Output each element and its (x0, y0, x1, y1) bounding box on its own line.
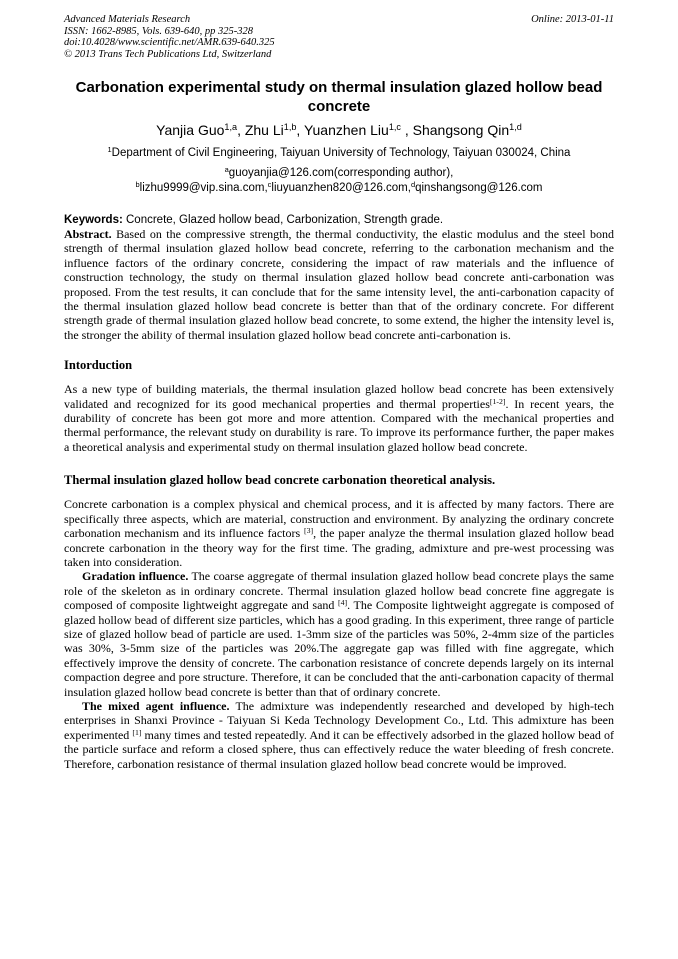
admixture-paragraph (64, 699, 614, 771)
keywords-label: Keywords: (64, 214, 123, 226)
paragraph-text: As a new type of building materials, the thermal insulation glazed hollow bead concrete has been extensively validated and recognized for its good mechanical properties and thermal properties (64, 382, 614, 411)
author-name: Yanjia Guo (156, 122, 225, 138)
section-heading-introduction: Intorduction (64, 358, 133, 373)
email-d[interactable]: qinshangsong@126.com (415, 182, 543, 194)
abstract-text: Based on the compressive strength, the thermal conductivity, the elastic modulus and the steel bond strength of thermal insulation glazed hollow bead concrete, referring to the carbonation mechanism and the influence factors of the ordinary concrete, considering the impact of raw materials and the influence of construction technology, the study on thermal insulation glazed hollow bead concrete anti-carbonation was proposed. From the test results, it can conclude that for the same intensity level, the anti-carbonation capacity of the thermal insulation glazed hollow bead concrete is better than that of the ordinary concrete. For different strength grade of thermal insulation glazed hollow bead concrete, to some extend, the higher the intensity level is, the stronger the ability of thermal insulation glazed hollow bead concrete anti-carbonation is. (64, 227, 614, 342)
gradation-paragraph (64, 569, 614, 699)
author-emails (64, 166, 614, 196)
email-sup: c (267, 180, 272, 190)
author-affil-sup: 1,a (224, 122, 238, 133)
paragraph-text: , the paper analyze the thermal insulation glazed hollow bead concrete carbonation in the theory way for the first time. The grading, admixture and pre-west processing was taken into consideration. (64, 526, 615, 569)
author-affil-sup: 1,c (388, 122, 401, 133)
citation-ref[interactable]: [1] (132, 727, 142, 737)
doi-line[interactable]: doi:10.4028/www.scientific.net/AMR.639-640.325 (64, 37, 275, 48)
paragraph-text: The admixture was independently researched and developed by high-tech enterprises in Shanxi Province - Taiyuan Si Keda Technology Development Co., Ltd. This admixture has been experimented (64, 698, 614, 742)
keywords (64, 213, 614, 227)
keywords-text: Concrete, Glazed hollow bead, Carbonization, Strength grade. (126, 214, 444, 226)
theory-paragraph-1 (64, 497, 614, 569)
affiliation-sup: 1 (107, 145, 112, 155)
email-sup: b (135, 180, 140, 190)
author-separator: , (237, 122, 245, 138)
affiliation (64, 146, 614, 160)
citation-ref[interactable]: [4] (338, 598, 348, 608)
author-affil-sup: 1,d (509, 122, 522, 133)
paragraph-text: Concrete carbonation is a complex physical and chemical process, and it is affected by many factors. There are specifically three aspects, which are material, construction and environment. By analyzing the ordinary concrete carbonation mechanism and its influence factors (64, 497, 614, 541)
copyright-line: © 2013 Trans Tech Publications Ltd, Switzerland (64, 48, 272, 60)
author-name: Shangsong Qin (412, 122, 510, 138)
email-b[interactable]: lizhu9999@vip.sina.com, (139, 182, 268, 194)
author-list (64, 120, 614, 140)
paragraph-text: The coarse aggregate of thermal insulation glazed hollow bead concrete plays the same role of the skeleton as in ordinary concrete. Thermal insulation glazed hollow bead concrete fine aggregate is composed of composite lightweight aggregate and sand (64, 569, 614, 613)
abstract-label: Abstract. (64, 227, 112, 241)
abstract (64, 227, 614, 342)
author-affil-sup: 1,b (283, 122, 297, 133)
paper-title: Carbonation experimental study on thermal insulation glazed hollow bead concrete (75, 79, 603, 115)
gradation-label: Gradation influence. (82, 569, 189, 584)
paragraph-text: . The Composite lightweight aggregate is composed of glazed hollow bead of different size particles, which has a good grading. In this experiment, three range of particle size of glazed hollow bead of particle are used. 1-3mm size of the particles was 50%, 2-4mm size of the particles was 30%, 3-5mm size of the particles was 20%.The aggregate gap was filled with fine aggregate, which effectively improve the density of concrete. The carbonation resistance of concrete depends largely on its internal compaction degree and pore structure. Therefore, it can be concluded that the anti-carbonation capacity of thermal insulation glazed hollow bead concrete is better than that of ordinary concrete. (64, 598, 614, 699)
citation-ref[interactable]: [1-2] (489, 396, 506, 406)
citation-ref[interactable]: [3] (303, 526, 314, 536)
section-heading-theory: Thermal insulation glazed hollow bead concrete carbonation theoretical analysis. (64, 473, 496, 488)
affiliation-text: Department of Civil Engineering, Taiyuan University of Technology, Taiyuan 030024, China (111, 147, 571, 159)
issn-line: ISSN: 1662-8985, Vols. 639-640, pp 325-328 (64, 25, 253, 37)
paragraph-text: . In recent years, the durability of concrete has been got more and more attention. Compared with the mechanical properties and thermal performance, the relevant study on durability is rare. To improve its performance further, the paper makes a theoretical analysis and experimental study on thermal insulation glazed hollow bead concrete. (64, 396, 614, 454)
email-sup: a (224, 165, 229, 175)
admixture-label: The mixed agent influence. (82, 698, 230, 713)
journal-header (64, 14, 614, 60)
paragraph-text: many times and tested repeatedly. And it can be effectively adsorbed in the glazed hollow bead of the particle surface and reform a closed sphere, thus can effectively reduce the water bleeding of fresh concrete. Therefore, carbonation resistance of thermal insulation glazed hollow bead concrete would be improved. (64, 727, 614, 771)
email-a[interactable]: guoyanjia@126.com(corresponding author), (228, 167, 454, 179)
author-separator: , (400, 122, 413, 138)
online-date: Online: 2013-01-11 (531, 14, 614, 25)
author-separator: , (296, 122, 304, 138)
email-c[interactable]: liuyuanzhen820@126.com, (271, 182, 411, 194)
journal-name: Advanced Materials Research (64, 14, 191, 25)
author-name: Yuanzhen Liu (303, 122, 389, 138)
intro-paragraph (64, 382, 614, 454)
author-name: Zhu Li (244, 122, 284, 138)
email-sup: d (410, 180, 416, 190)
